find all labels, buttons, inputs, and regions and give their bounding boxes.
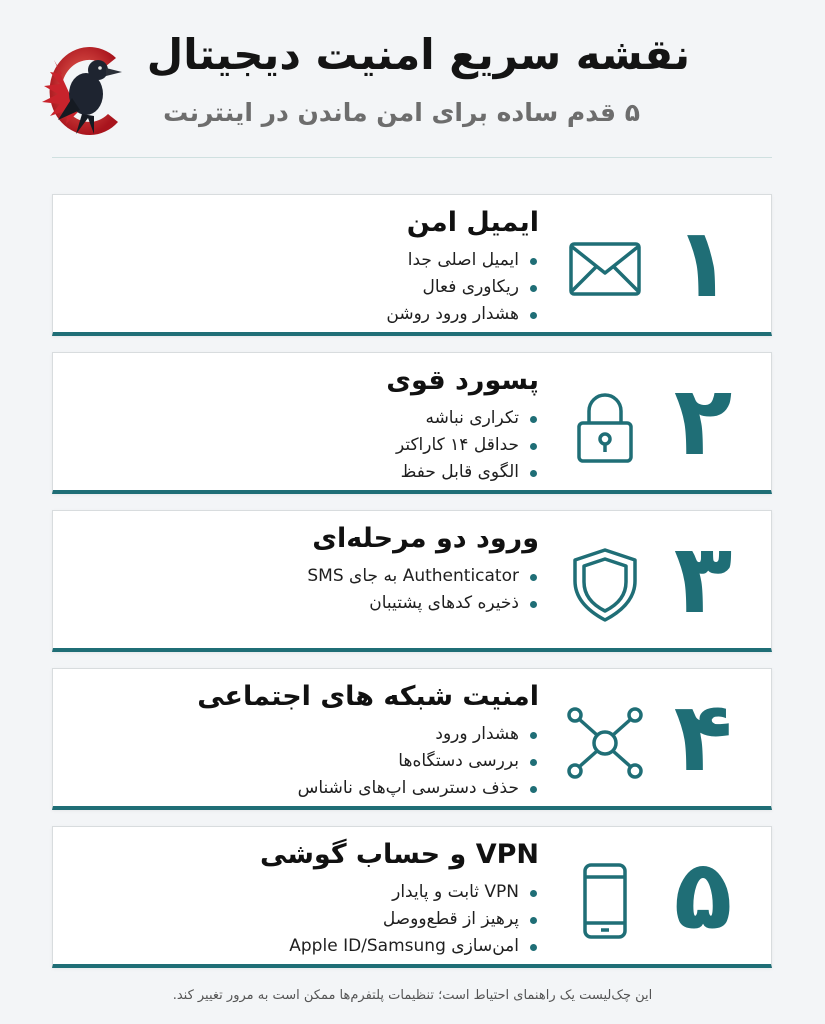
step-card-5 [52, 826, 772, 968]
page-title: نقشه سریع امنیت دیجیتال [146, 30, 690, 79]
envelope-icon [565, 231, 645, 307]
step-bullets [298, 721, 539, 802]
footer-note: این چک‌لیست یک راهنمای احتیاط است؛ تنظیمات پلتفرم‌ها ممکن است به مرور تغییر کند. [172, 988, 653, 1003]
step-card-2 [52, 352, 772, 494]
step-bullets [386, 247, 539, 328]
padlock-icon [565, 389, 645, 465]
step-number: ۳ [673, 523, 733, 635]
list-item: VPN ثابت و پایدار [289, 879, 539, 906]
list-item: تکراری نباشه [396, 405, 539, 432]
step-number: ۵ [673, 839, 733, 951]
list-item: بررسی دستگاه‌ها [298, 748, 539, 775]
list-item: امن‌سازی Apple ID/Samsung [289, 933, 539, 960]
header-divider [52, 157, 772, 158]
step-card-1 [52, 194, 772, 336]
step-title: پسورد قوی [386, 365, 539, 396]
step-bullets [289, 879, 539, 960]
step-title: امنیت شبکه های اجتماعی [197, 681, 539, 712]
list-item: ذخیره کدهای پشتیبان [307, 590, 539, 617]
list-item: هشدار ورود [298, 721, 539, 748]
list-item: الگوی قابل حفظ [396, 459, 539, 486]
list-item: ریکاوری فعال [386, 274, 539, 301]
list-item: حداقل ۱۴ کاراکتر [396, 432, 539, 459]
list-item: پرهیز از قطع‌ووصل [289, 906, 539, 933]
smartphone-icon [565, 863, 645, 939]
list-item: هشدار ورود روشن [386, 301, 539, 328]
step-number: ۴ [673, 681, 733, 793]
list-item: ایمیل اصلی جدا [386, 247, 539, 274]
shield-icon [565, 547, 645, 623]
step-card-3 [52, 510, 772, 652]
step-number: ۲ [673, 365, 733, 477]
header [0, 0, 825, 160]
step-title: ورود دو مرحله‌ای [312, 523, 539, 554]
page-subtitle: ۵ قدم ساده برای امن ماندن در اینترنت [163, 98, 640, 127]
step-number: ۱ [673, 207, 733, 319]
raven-logo-icon [36, 38, 128, 142]
network-icon [565, 705, 645, 781]
list-item: Authenticator به جای SMS [307, 563, 539, 590]
step-title: VPN و حساب گوشی [260, 839, 539, 870]
list-item: حذف دسترسی اپ‌های ناشناس [298, 775, 539, 802]
step-title: ایمیل امن [406, 207, 539, 238]
step-bullets [307, 563, 539, 617]
step-card-4 [52, 668, 772, 810]
step-bullets [396, 405, 539, 486]
